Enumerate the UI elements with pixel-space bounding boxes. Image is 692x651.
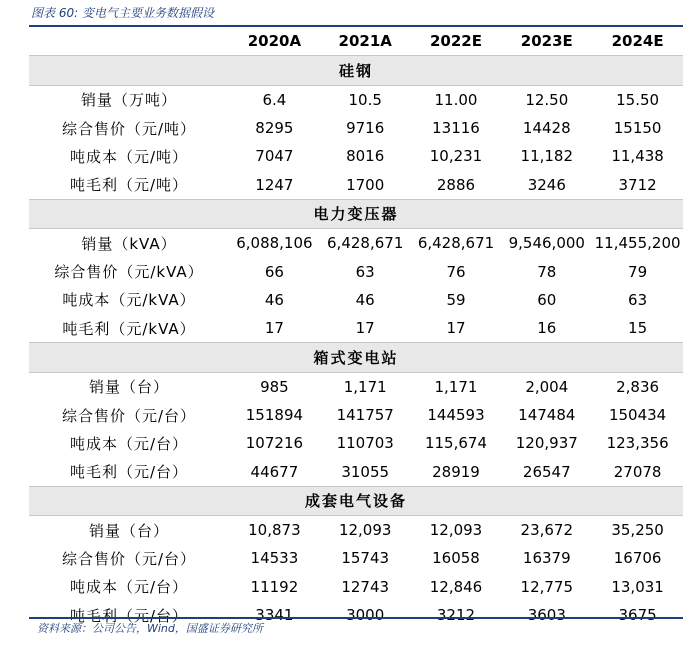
table-cell: 10,873 [248, 521, 301, 540]
table-cell: 14428 [522, 119, 571, 138]
table-cell: 12,093 [429, 521, 483, 540]
figure-caption: 图表 60: 变电气主要业务数据假设 [31, 6, 214, 20]
table-cell: 2886 [436, 175, 476, 194]
table-cell: 2,004 [525, 377, 569, 396]
row-label: 吨毛利（元/kVA） [62, 319, 196, 338]
table-cell: 6,428,671 [327, 234, 404, 253]
table-cell: 110703 [336, 434, 394, 453]
table-cell: 6,428,671 [417, 234, 495, 253]
table-cell: 11,182 [520, 147, 574, 166]
table-cell: 1,171 [434, 377, 478, 396]
table-cell: 11,455,200 [594, 234, 681, 253]
table-row [29, 573, 683, 601]
table-cell: 151894 [245, 406, 304, 424]
table-cell: 79 [628, 262, 648, 281]
row-label: 吨毛利（元/吨） [69, 176, 189, 195]
header-cell-2024e: 2024E [611, 32, 664, 51]
table-cell: 27078 [613, 462, 662, 481]
table-cell: 3603 [527, 606, 566, 625]
table-cell: 6.4 [262, 90, 287, 109]
table-cell: 12.50 [525, 90, 569, 109]
header-cell-2022e: 2022E [429, 32, 482, 51]
table-cell: 141757 [336, 406, 394, 424]
table-cell: 9,546,000 [508, 234, 585, 253]
table-cell: 60 [537, 290, 557, 309]
header-cell-label [29, 27, 229, 56]
row-label: 吨毛利（元/台） [69, 606, 189, 625]
section-title: 箱式变电站 [29, 343, 683, 372]
table-cell: 78 [537, 262, 557, 281]
table-row [29, 314, 683, 343]
table-cell: 10,231 [429, 147, 483, 166]
table-cell: 15743 [341, 549, 390, 568]
table-row [29, 85, 683, 114]
section-header-row [29, 56, 683, 85]
table-row [29, 257, 683, 285]
table-cell: 3675 [618, 606, 657, 625]
table-cell: 11,438 [611, 147, 664, 166]
section-header-row [29, 199, 683, 228]
table-cell: 76 [446, 262, 466, 281]
table-cell: 3000 [346, 606, 385, 625]
row-label: 综合售价（元/台） [61, 406, 197, 425]
table-cell: 28919 [432, 462, 480, 481]
table-cell: 115,674 [424, 434, 487, 453]
table-cell: 11.00 [434, 90, 478, 109]
table-cell: 2,836 [616, 377, 660, 396]
table-row [29, 401, 683, 429]
table-cell: 3212 [436, 606, 476, 625]
table-cell: 12,846 [429, 577, 483, 596]
header-cell-2020a: 2020A [247, 32, 302, 51]
table-cell: 17 [264, 319, 284, 338]
table-cell: 9716 [346, 119, 385, 138]
source-note: 资料来源：公司公告，Wind，国盛证券研究所 [37, 622, 263, 635]
table-cell: 8295 [255, 119, 294, 138]
table-cell: 11192 [250, 577, 299, 596]
row-label: 吨毛利（元/台） [69, 463, 189, 482]
table-cell: 26547 [522, 462, 571, 481]
table-cell: 13,031 [611, 577, 664, 596]
section-title: 电力变压器 [29, 199, 683, 228]
table-cell: 147484 [518, 406, 576, 424]
table-cell: 12,775 [520, 577, 574, 596]
table-cell: 3341 [255, 606, 294, 625]
table-cell: 150434 [608, 406, 667, 424]
row-label: 吨成本（元/台） [69, 578, 189, 597]
table-cell: 1,171 [343, 377, 387, 396]
table-cell: 8016 [346, 147, 385, 166]
table-row [29, 516, 683, 545]
table-cell: 107216 [245, 434, 304, 453]
bottom-divider [29, 617, 683, 619]
table-cell: 63 [355, 262, 375, 281]
table-cell: 66 [264, 262, 284, 281]
table-cell: 59 [446, 290, 466, 309]
row-label: 销量（台） [88, 378, 169, 397]
table-cell: 46 [264, 290, 284, 309]
table-cell: 16379 [522, 549, 571, 568]
table-cell: 120,937 [515, 434, 578, 453]
table-row [29, 286, 683, 314]
section-header-row [29, 486, 683, 515]
table-cell: 6,088,106 [236, 234, 313, 253]
table-row [29, 142, 683, 170]
table-cell: 44677 [250, 462, 299, 481]
row-label: 综合售价（元/吨） [61, 119, 197, 138]
table-cell: 3712 [618, 175, 657, 194]
table-row [29, 170, 683, 199]
row-label: 吨成本（元/kVA） [62, 291, 196, 310]
row-label: 吨成本（元/吨） [69, 147, 189, 166]
table-cell: 15150 [613, 119, 662, 138]
table-cell: 31055 [341, 462, 390, 481]
table-cell: 16 [537, 319, 557, 338]
table-cell: 35,250 [611, 521, 664, 540]
table-row [29, 114, 683, 142]
table-cell: 16706 [613, 549, 662, 568]
table-cell: 46 [355, 290, 375, 309]
row-label: 吨成本（元/台） [69, 434, 189, 453]
table-cell: 144593 [427, 406, 485, 424]
table-cell: 17 [446, 319, 466, 338]
table-cell: 16058 [432, 549, 480, 568]
table-cell: 3246 [527, 175, 566, 194]
table-cell: 12743 [341, 577, 390, 596]
row-label: 销量（kVA） [81, 234, 177, 253]
table-cell: 985 [260, 377, 289, 396]
table-cell: 14533 [250, 549, 299, 568]
table-row [29, 429, 683, 457]
table-cell: 13116 [432, 119, 480, 138]
table-cell: 7047 [255, 147, 294, 166]
table-row [29, 372, 683, 401]
table-cell: 15 [628, 319, 648, 338]
table-row [29, 457, 683, 486]
section-title: 成套电气设备 [29, 486, 683, 515]
row-label: 综合售价（元/kVA） [54, 263, 204, 282]
header-cell-2021a: 2021A [338, 32, 392, 51]
table-cell: 17 [355, 319, 375, 338]
table-cell: 10.5 [348, 90, 382, 109]
table-cell: 1700 [346, 175, 385, 194]
table-cell: 23,672 [520, 521, 574, 540]
table-cell: 63 [628, 290, 648, 309]
header-cell-2023e: 2023E [520, 32, 573, 51]
section-header-row [29, 343, 683, 372]
business-data-table [29, 27, 683, 629]
table-cell: 123,356 [606, 434, 669, 453]
header-row [29, 27, 683, 56]
table-cell: 12,093 [338, 521, 392, 540]
row-label: 综合售价（元/台） [61, 549, 197, 568]
table-row [29, 229, 683, 258]
table-cell: 15.50 [616, 90, 660, 109]
table-row [29, 544, 683, 572]
row-label: 销量（万吨） [80, 91, 177, 110]
row-label: 销量（台） [88, 521, 169, 540]
table-cell: 1247 [255, 175, 294, 194]
section-title: 硅钢 [29, 56, 683, 85]
